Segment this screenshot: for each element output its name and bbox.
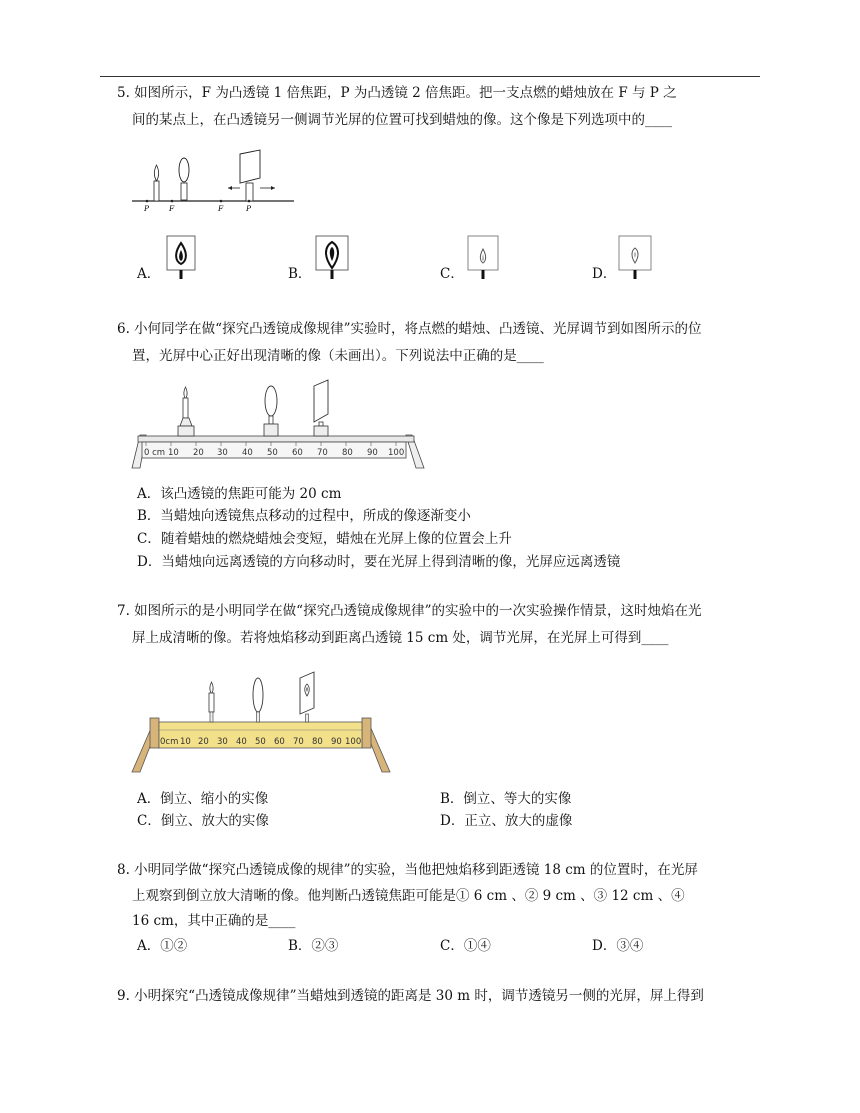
q7-tick-10: 10 [180,737,191,747]
q6-tick-40: 40 [242,448,253,458]
q7-diagram [130,668,390,778]
q6-option-a[interactable]: A．该凸透镜的焦距可能为 20 cm [137,486,342,502]
q8-text-line1: 8. 小明同学做“探究凸透镜成像的规律”的实验，当他把烛焰移到距透镜 18 cm 的位置时，在光屏 [117,862,698,878]
q8-option-d[interactable]: D．③④ [592,938,644,954]
q7-text-line2: 屏上成清晰的像。若将烛焰移动到距离凸透镜 15 cm 处，调节光屏，在光屏上可得到____ [132,630,669,646]
q8-text-line3: 16 cm，其中正确的是____ [132,913,296,929]
q6-text-line2: 置，光屏中心正好出现清晰的像（未画出）。下列说法中正确的是____ [132,348,544,364]
q7-tick-40: 40 [236,737,247,747]
q6-tick-30: 30 [217,448,228,458]
q7-tick-0: 0cm [160,737,179,747]
q5-option-a[interactable]: A． [137,266,161,282]
q5-option-d-image [618,235,652,279]
q5-axis-label-p2: P [246,204,252,213]
q6-tick-90: 90 [367,448,378,458]
q5-axis-label-f1: F [169,204,175,213]
q8-option-a[interactable]: A．①② [137,938,188,954]
q8-option-b[interactable]: B．②③ [288,938,339,954]
q5-option-b[interactable]: B． [288,266,312,282]
q7-option-d[interactable]: D．正立、放大的虚像 [440,813,573,829]
q5-diagram [130,145,300,215]
q5-option-c[interactable]: C． [440,266,464,282]
q6-tick-60: 60 [292,448,303,458]
q7-tick-80: 80 [312,737,323,747]
q6-tick-100: 100 [388,448,405,458]
q5-axis-label-p1: P [144,204,150,213]
q7-option-a[interactable]: A．倒立、缩小的实像 [137,791,269,807]
q8-text-line2: 上观察到倒立放大清晰的像。他判断凸透镜焦距可能是① 6 cm 、② 9 cm 、③ 12 cm 、④ [132,888,685,904]
q7-tick-90: 90 [331,737,342,747]
q7-text-line1: 7. 如图所示的是小明同学在做“探究凸透镜成像规律”的实验中的一次实验操作情景，这时烛焰在光 [117,603,702,619]
q7-option-c[interactable]: C．倒立、放大的实像 [137,813,269,829]
header-rule [100,76,760,77]
q7-tick-100: 100 [345,737,362,747]
q6-diagram [128,378,428,473]
q6-tick-50: 50 [267,448,278,458]
q8-option-c[interactable]: C．①④ [440,938,491,954]
q6-tick-80: 80 [342,448,353,458]
q5-axis-label-f2: F [218,204,224,213]
q5-text-line1: 5. 如图所示，F 为凸透镜 1 倍焦距，P 为凸透镜 2 倍焦距。把一支点燃的蜡烛放在 F 与 P 之 [117,85,677,101]
q6-option-c[interactable]: C．随着蜡烛的燃烧蜡烛会变短，蜡烛在光屏上像的位置会上升 [137,531,512,547]
q7-tick-20: 20 [198,737,209,747]
q9-text-line1: 9. 小明探究“凸透镜成像规律”当蜡烛到透镜的距离是 30 m 时，调节透镜另一侧的光屏，屏上得到 [117,988,704,1004]
q6-tick-10: 10 [168,448,179,458]
q5-option-c-image [467,235,499,279]
q7-tick-70: 70 [293,737,304,747]
q5-option-a-image [166,235,196,279]
q5-text-line2: 间的某点上，在凸透镜另一侧调节光屏的位置可找到蜡烛的像。这个像是下列选项中的____ [132,112,672,128]
q6-option-d[interactable]: D．当蜡烛向远离透镜的方向移动时，要在光屏上得到清晰的像，光屏应远离透镜 [137,554,621,570]
q7-tick-30: 30 [217,737,228,747]
q7-tick-50: 50 [255,737,266,747]
q6-tick-70: 70 [317,448,328,458]
q7-option-b[interactable]: B．倒立、等大的实像 [440,791,572,807]
q6-option-b[interactable]: B．当蜡烛向透镜焦点移动的过程中，所成的像逐渐变小 [137,508,471,524]
q6-text-line1: 6. 小何同学在做“探究凸透镜成像规律”实验时，将点燃的蜡烛、凸透镜、光屏调节到如图所示的位 [117,321,702,337]
q5-option-b-image [315,235,349,279]
q6-tick-20: 20 [193,448,204,458]
q6-tick-0: 0 cm [144,448,166,458]
q5-option-d[interactable]: D． [592,266,617,282]
q7-tick-60: 60 [274,737,285,747]
